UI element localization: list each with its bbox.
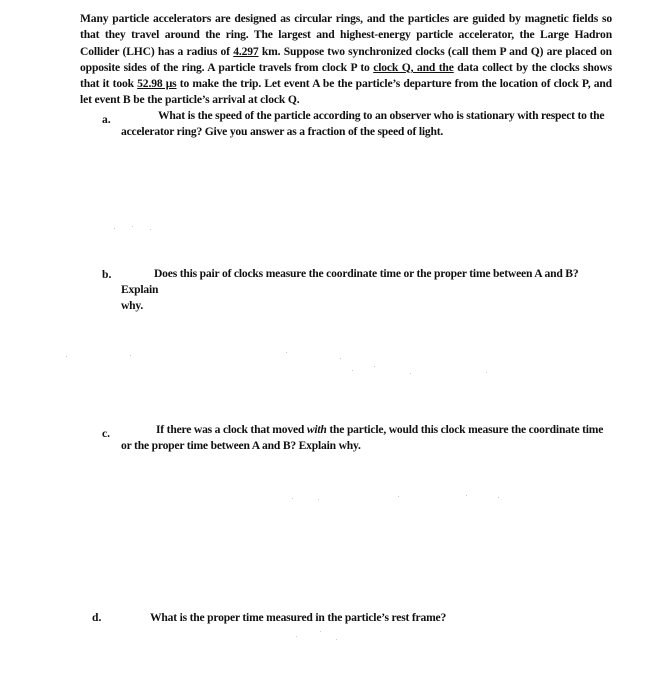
scan-speck xyxy=(292,498,293,499)
scan-speck xyxy=(296,636,297,637)
scan-speck xyxy=(352,370,353,371)
problem-statement xyxy=(80,11,612,109)
clock-q-text: clock Q, and the xyxy=(373,60,454,74)
intro-text-1: Many particle accelerators are designed as circular rings, and the particles are guided by magnetic fields so that they travel around the ring. The largest and highest-energy particle accelerator, the Large Hadron Collider (LHC) has a radius of xyxy=(80,12,612,58)
scan-speck xyxy=(150,229,151,230)
scan-speck xyxy=(320,631,321,632)
question-d-text xyxy=(150,610,590,626)
scan-speck xyxy=(66,356,67,357)
question-c-line-1-pre: If there was a clock that moved xyxy=(156,423,307,436)
question-c-line-1-post: the particle, would this clock measure the coordinate time xyxy=(326,423,604,436)
scan-speck xyxy=(336,639,337,640)
question-a-line-1: What is the speed of the particle according to an observer who is stationary with respect to the xyxy=(158,109,605,122)
radius-value: 4.297 xyxy=(233,44,259,58)
question-a-letter: a. xyxy=(102,113,111,126)
scan-speck xyxy=(286,352,287,353)
intro-text-2: km. Suppose two synchronized clocks (call them P and Q) are placed on opposite sides of the ring. A particle travels from clock P to xyxy=(80,44,612,74)
scan-speck xyxy=(132,226,133,227)
question-b-line-2: why. xyxy=(121,299,144,312)
question-b-text xyxy=(121,266,611,314)
question-a-text xyxy=(121,108,611,140)
scan-speck xyxy=(398,496,399,497)
scan-speck xyxy=(466,495,467,496)
question-c-letter: c. xyxy=(102,427,111,440)
question-c-line-2: or the proper time between A and B? Explain why. xyxy=(121,439,361,452)
scan-speck xyxy=(374,366,375,367)
scan-speck xyxy=(410,373,411,374)
question-c-text xyxy=(121,422,611,454)
question-c-line-1 xyxy=(121,423,603,436)
intro-text-3: data collect by the clocks shows that it took xyxy=(80,60,612,91)
scan-speck xyxy=(498,497,499,498)
question-b-line-1: Does this pair of clocks measure the coordinate time or the proper time between A and B? Explain xyxy=(121,267,579,296)
question-a-line-2: accelerator ring? Give you answer as a fraction of the speed of light. xyxy=(121,125,444,138)
question-b-letter: b. xyxy=(102,268,112,281)
scan-speck xyxy=(130,355,131,356)
question-d-line-1: What is the proper time measured in the particle’s rest frame? xyxy=(150,611,447,624)
scan-speck xyxy=(340,358,341,359)
question-d-letter: d. xyxy=(92,611,102,624)
trip-time-value: 52.98 μs xyxy=(137,77,177,91)
question-c-emphasis: with xyxy=(306,423,327,436)
scan-speck xyxy=(486,372,487,373)
intro-text-4: to make the trip. Let event A be the particle’s departure from the location of clock P, and let event B be the particle’s arrival at clock Q. xyxy=(80,77,612,107)
scan-speck xyxy=(114,228,115,229)
scan-speck xyxy=(318,499,319,500)
